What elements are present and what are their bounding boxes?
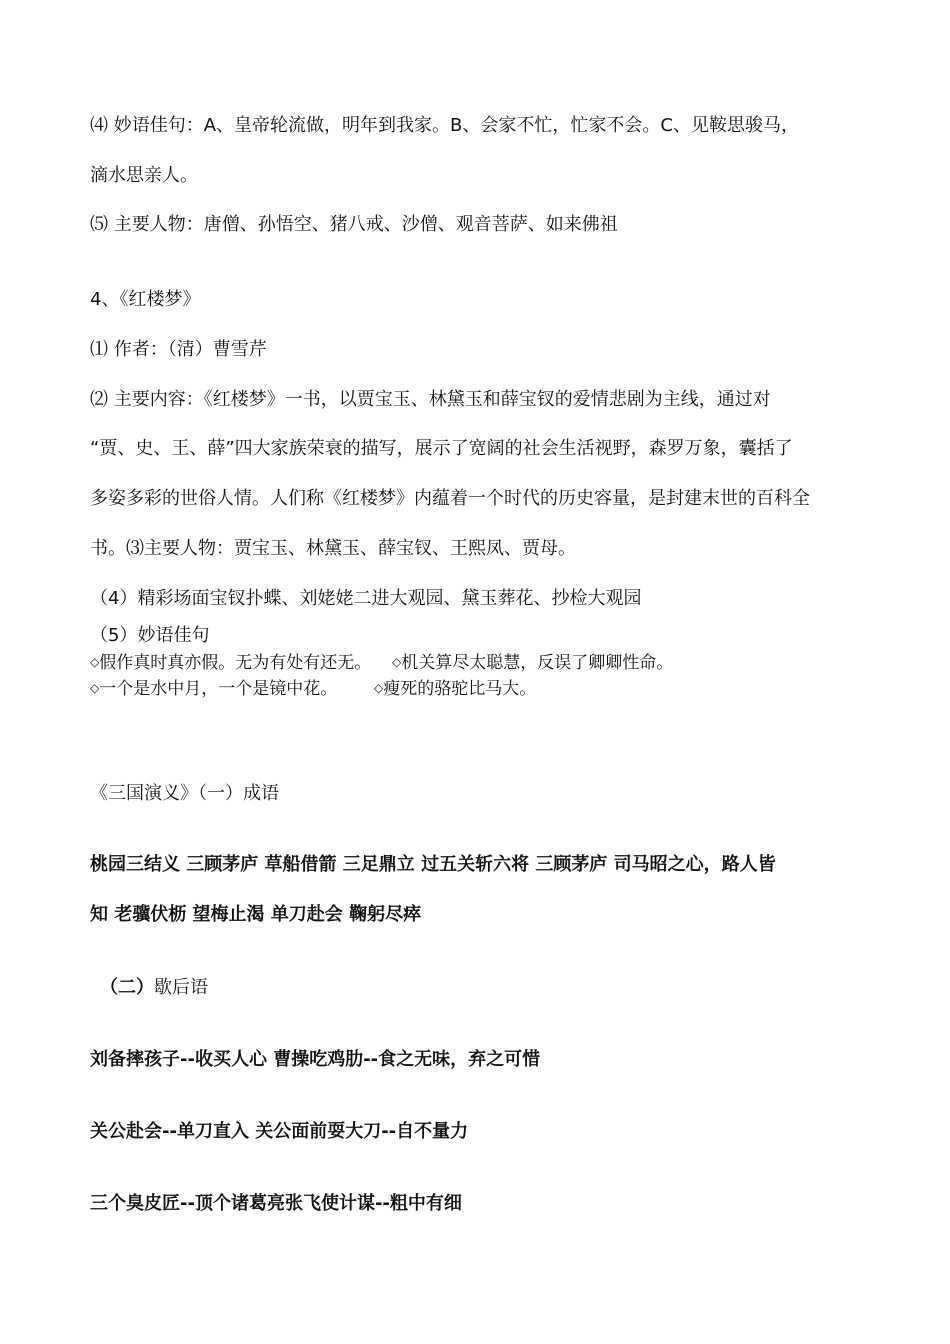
hongloumeng-content-4: 书。⑶主要人物：贾宝玉、林黛玉、薛宝钗、王熙凤、贾母。 [90,538,576,559]
hongloumeng-content-3: 多姿多彩的世俗人情。人们称《红楼梦》内蕴着一个时代的历史容量，是封建末世的百科全 [90,488,810,509]
bullet-diamond-icon: ◇ [374,681,384,695]
hongloumeng-author: ⑴ 作者：（清）曹雪芹 [90,339,267,360]
hongloumeng-quotes-row-1 [90,650,673,675]
xiehouyu-prefix: （二） [100,977,154,998]
sanguo-idioms-2: 知 老骥伏枥 望梅止渴 单刀赴会 鞠躬尽瘁 [90,904,422,925]
quote-text: 瘦死的骆驼比马大。 [383,679,537,699]
sanguo-heading: 《三国演义》（一）成语 [90,783,279,804]
hongloumeng-content-2: “贾、史、王、薛”四大家族荣衰的描写，展示了宽阔的社会生活视野，森罗万象，囊括了 [90,438,793,459]
xiyouji-quotes-line-2: 滴水思亲人。 [90,165,198,186]
sanguo-xiehouyu-1: 刘备摔孩子--收买人心 曹操吃鸡肋--食之无味，弃之可惜 [90,1049,541,1070]
hongloumeng-quotes-row-2 [90,676,536,701]
sanguo-idioms-1: 桃园三结义 三顾茅庐 草船借箭 三足鼎立 过五关斩六将 三顾茅庐 司马昭之心，路人皆 [90,854,776,875]
xiyouji-quotes-line-1: ⑷ 妙语佳句：A、皇帝轮流做，明年到我家。B、会家不忙，忙家不会。C、见鞍思骏马， [90,115,799,136]
xiehouyu-label: 歇后语 [154,977,208,998]
quote-text: 机关算尽太聪慧，反误了卿卿性命。 [401,653,674,673]
sanguo-xiehouyu-3: 三个臭皮匠--顶个诸葛亮张飞使计谋--粗中有细 [90,1193,462,1214]
xiyouji-characters: ⑸ 主要人物：唐僧、孙悟空、猪八戒、沙僧、观音菩萨、如来佛祖 [90,214,618,235]
hongloumeng-quotes-heading: （5）妙语佳句 [90,625,210,646]
bullet-diamond-icon: ◇ [392,655,402,669]
quote-text: 假作真时真亦假。无为有处有还无。 [99,653,372,673]
bullet-diamond-icon: ◇ [90,655,100,669]
hongloumeng-heading: 4、《红楼梦》 [90,289,201,310]
bullet-diamond-icon: ◇ [90,681,100,695]
hongloumeng-scenes: （4）精彩场面宝钗扑蝶、刘姥姥二进大观园、黛玉葬花、抄检大观园 [90,588,642,609]
quote-text: 一个是水中月，一个是镜中花。 [99,679,338,699]
hongloumeng-content-1: ⑵ 主要内容：《红楼梦》一书，以贾宝玉、林黛玉和薛宝钗的爱情悲剧为主线，通过对 [90,389,771,410]
sanguo-xiehouyu-heading [100,976,208,1000]
sanguo-xiehouyu-2: 关公赴会--单刀直入 关公面前耍大刀--自不量力 [90,1121,469,1142]
